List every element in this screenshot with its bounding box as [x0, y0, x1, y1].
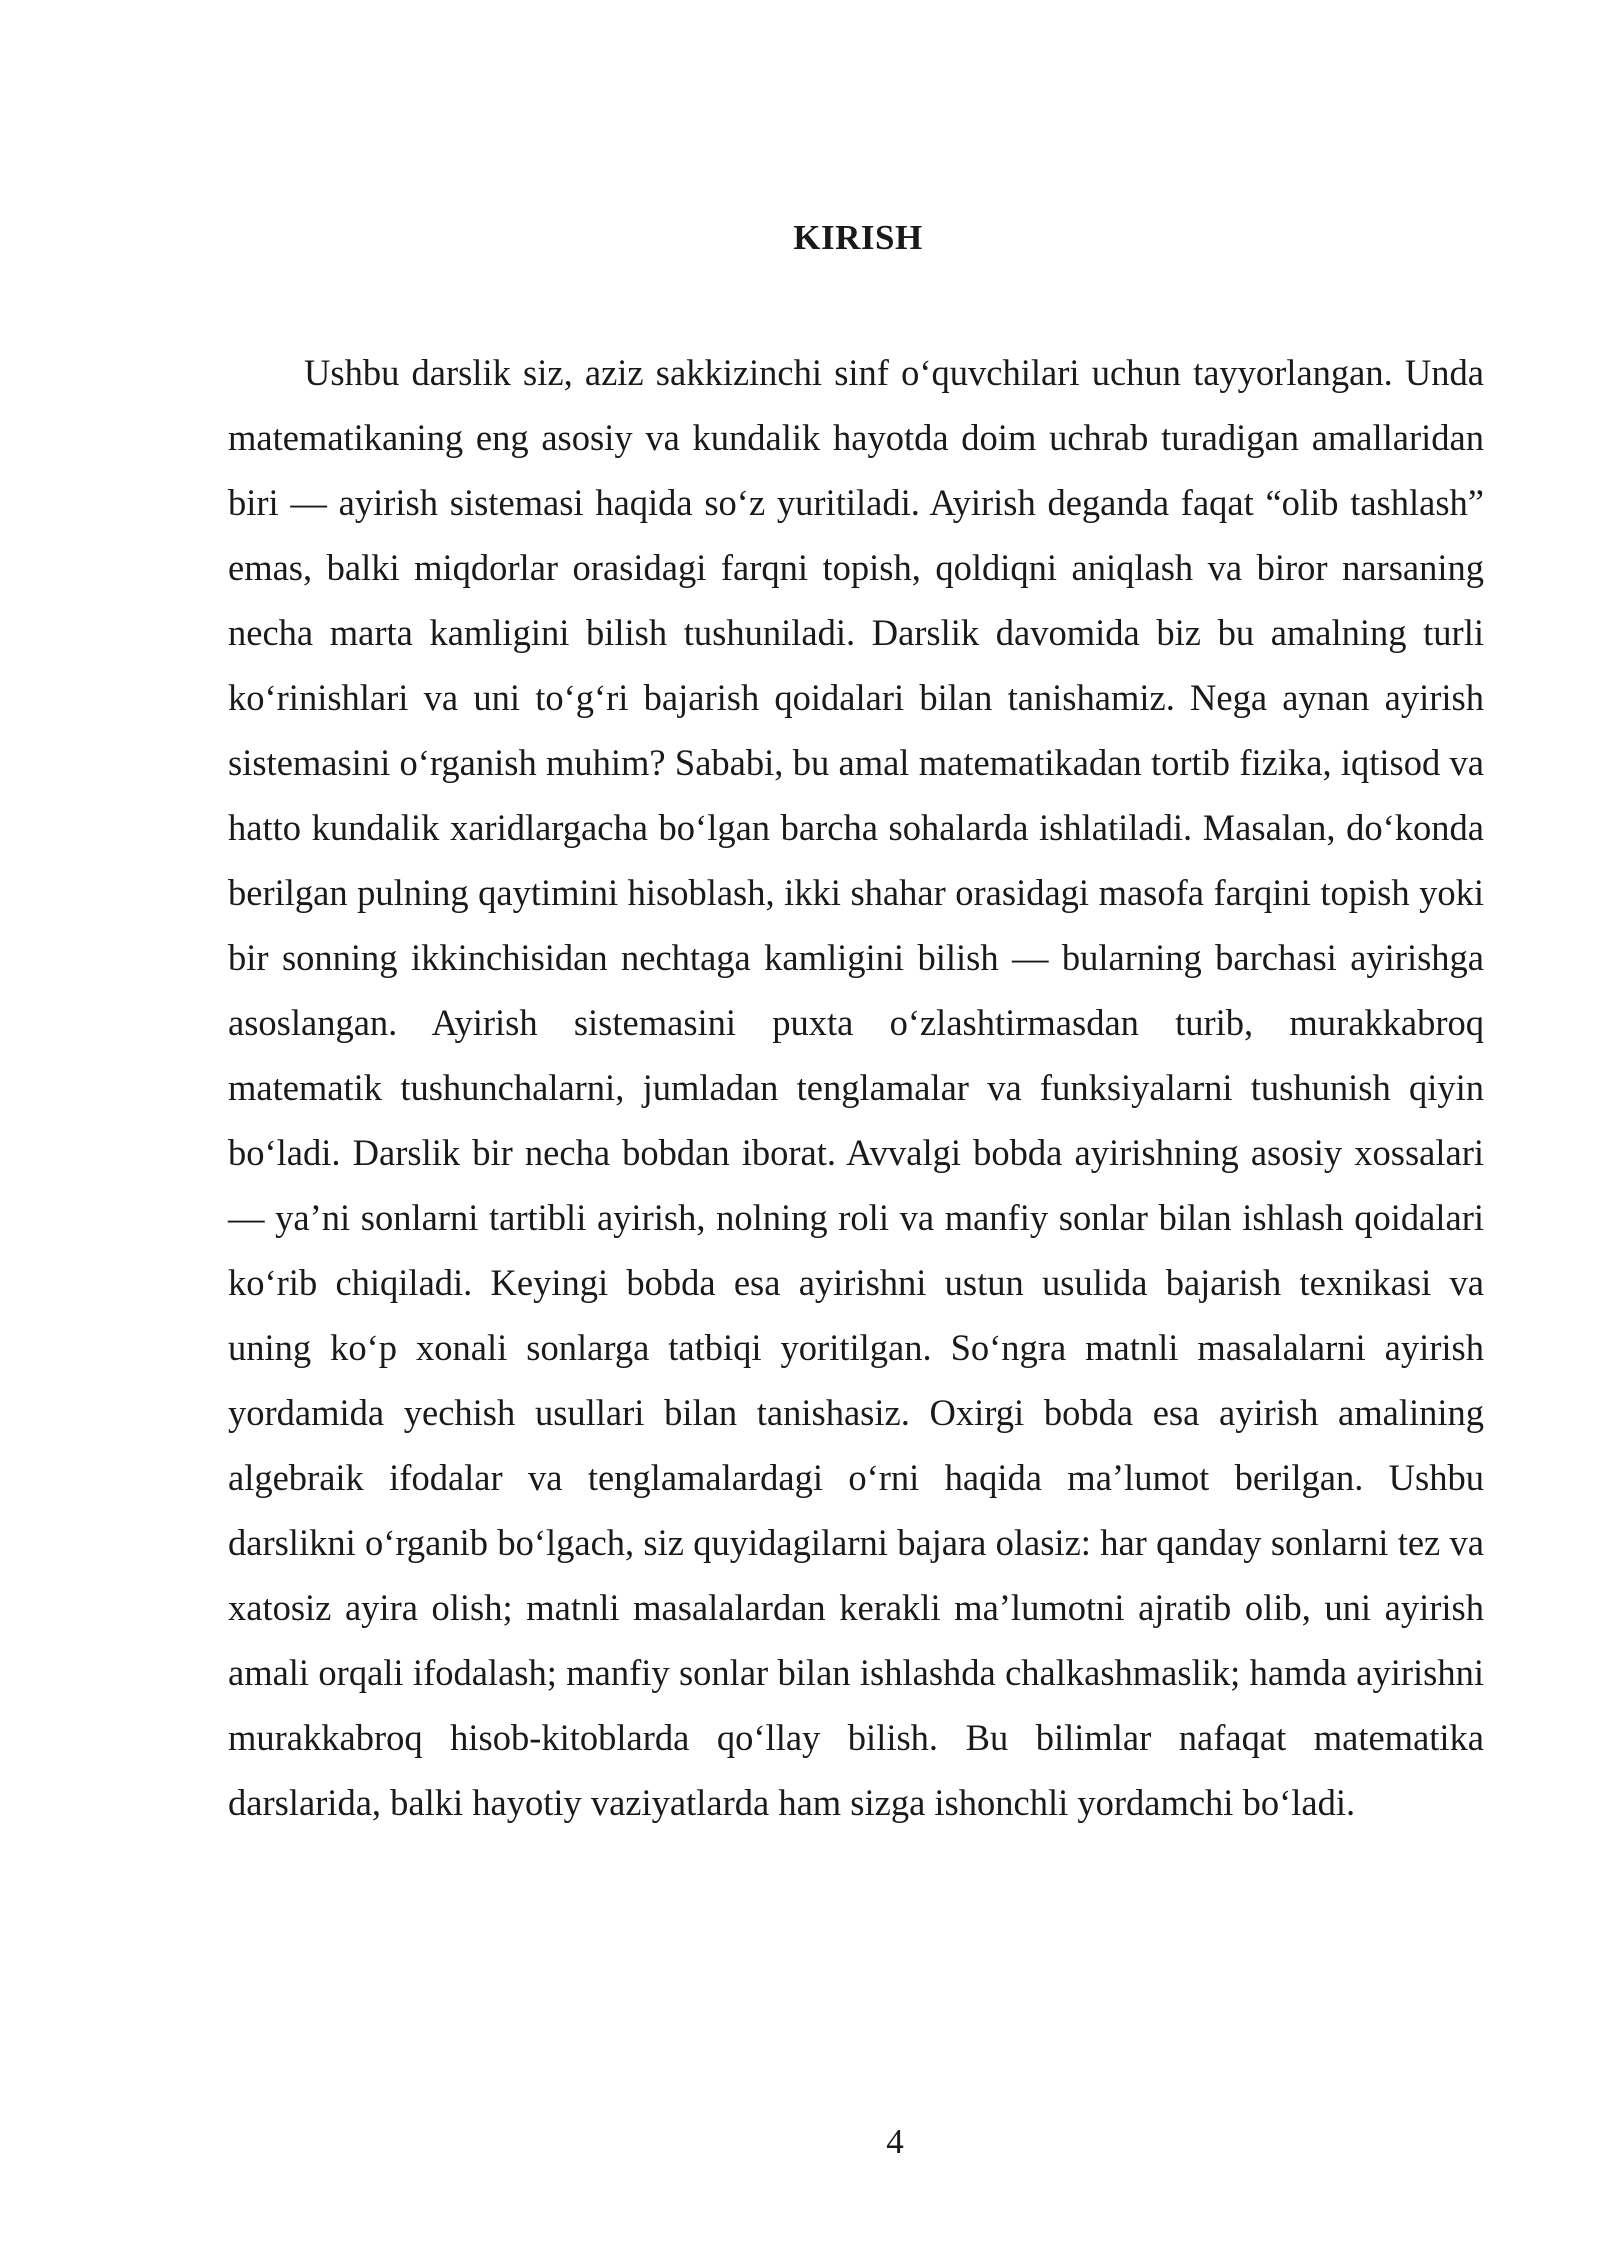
page-heading: KIRISH: [793, 218, 923, 257]
page-number: 4: [886, 2122, 904, 2161]
body-paragraph: Ushbu darslik siz, aziz sakkizinchi sinf o‘quvchilari uchun tayyorlangan. Unda matematikaning eng asosiy va kundalik hayotda doim uchrab turadigan amallaridan biri — ayirish sistemasi haqida so‘z yuritiladi. Ayirish deganda faqat “olib tashlash” emas, balki miqdorlar orasidagi farqni topish, qoldiqni aniqlash va biror narsaning necha marta kamligini bilish tushuniladi. Darslik davomida biz bu amalning turli ko‘rinishlari va uni to‘g‘ri bajarish qoidalari bilan tanishamiz. Nega aynan ayirish sistemasini o‘rganish muhim? Sababi, bu amal matematikadan tortib fizika, iqtisod va hatto kundalik xaridlargacha bo‘lgan barcha sohalarda ishlatiladi. Masalan, do‘konda berilgan pulning qaytimini hisoblash, ikki shahar orasidagi masofa farqini topish yoki bir sonning ikkinchisidan nechtaga kamligini bilish — bularning barchasi ayirishga asoslangan. Ayirish sistemasini puxta o‘zlashtirmasdan turib, murakkabroq matematik tushunchalarni, jumladan tenglamalar va funksiyalarni tushunish qiyin bo‘ladi. Darslik bir necha bobdan iborat. Avvalgi bobda ayirishning asosiy xossalari — ya’ni sonlarni tartibli ayirish, nolning roli va manfiy sonlar bilan ishlash qoidalari ko‘rib chiqiladi. Keyingi bobda esa ayirishni ustun usulida bajarish texnikasi va uning ko‘p xonali sonlarga tatbiqi yoritilgan. So‘ngra matnli masalalarni ayirish yordamida yechish usullari bilan tanishasiz. Oxirgi bobda esa ayirish amalining algebraik ifodalar va tenglamalardagi o‘rni haqida ma’lumot berilgan. Ushbu darslikni o‘rganib bo‘lgach, siz quyidagilarni bajara olasiz: har qanday sonlarni tez va xatosiz ayira olish; matnli masalalardan kerakli ma’lumotni ajratib olib, uni ayirish amali orqali ifodalash; manfiy sonlar bilan ishlashda chalkashmaslik; hamda ayirishni murakkabroq hisob-kitoblarda qo‘llay bilish. Bu bilimlar nafaqat matematika darslarida, balki hayotiy vaziyatlarda ham sizga ishonchli yordamchi bo‘ladi.: [228, 352, 1484, 1823]
